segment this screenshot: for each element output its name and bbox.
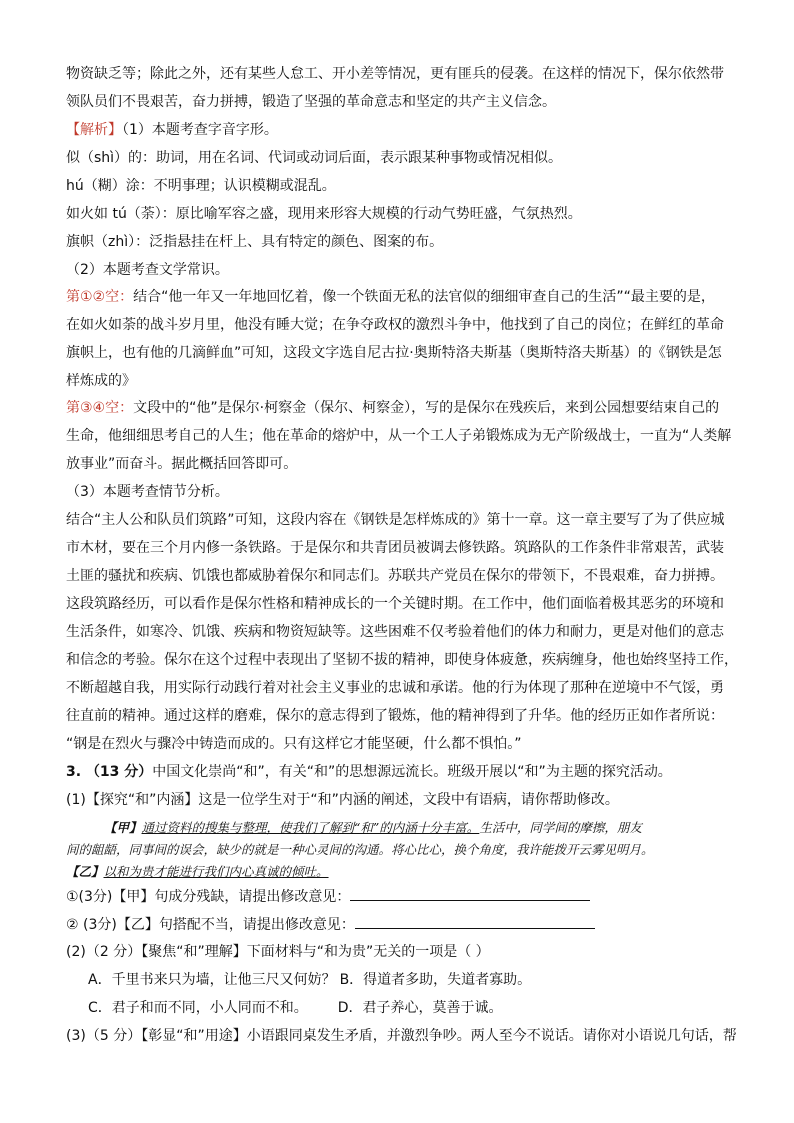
text-line: 物资缺乏等；除此之外，还有某些人怠工、开小差等情况，更有匪兵的侵袭。在这样的情况下，保尔依然带 — [66, 66, 724, 82]
text-line: 似（shì）的：助词，用在名词、代词或动词后面，表示跟某种事物或情况相似。 — [66, 150, 563, 166]
text-line: （3）本题考查情节分析。 — [66, 484, 229, 500]
question-3-1: (1)【探究“和”内涵】这是一位学生对于“和”内涵的阐述，文段中有语病，请你帮助修改。 — [66, 792, 619, 808]
underlined-sentence: 通过资料的搜集与整理，使我们了解到“和”的内涵十分丰富。 — [141, 820, 480, 835]
underlined-sentence: 以和为贵才能进行我们内心真诚的倾吐。 — [103, 864, 329, 879]
text-line: 这段筑路经历，可以看作是保尔性格和精神成长的一个关键时期。在工作中，他们面临着极其恶劣的环境和 — [66, 596, 724, 612]
options-row-1 — [88, 970, 531, 990]
quote-text: 生活中，同学间的摩擦，朋友 — [479, 820, 642, 835]
text-line: 生命，他细细思考自己的人生；他在革命的熔炉中，从一个工人子弟锻炼成为无产阶级战士，一直为“人类解 — [66, 428, 732, 444]
text-line: 旗帜（zhì）：泛指悬挂在杆上、具有特定的颜色、图案的布。 — [66, 234, 444, 250]
text-line: 和信念的考验。保尔在这个过程中表现出了坚韧不拔的精神，即使身体疲惫，疾病缠身，他也始终坚持工作， — [66, 652, 738, 668]
question-3-3: (3)（5 分）【彰显“和”用途】小语跟同桌发生矛盾，并激烈争吵。两人至今不说话。请你对小语说几句话，帮 — [66, 1028, 737, 1044]
text-line: hú（糊）涂：不明事理；认识模糊或混乱。 — [66, 178, 336, 194]
text-line: 文段中的“他”是保尔·柯察金（保尔、柯察金），写的是保尔在残疾后，来到公园想要结束自己的 — [133, 400, 720, 416]
options-row-2 — [88, 998, 503, 1018]
analysis-tag: 【解析】 — [66, 122, 122, 138]
sub-question-1 — [66, 886, 590, 907]
answer-blank-2[interactable] — [355, 914, 595, 929]
text-line: （2）本题考查文学常识。 — [66, 262, 229, 278]
question-3-title — [66, 762, 672, 782]
question-3-2: (2)（2 分）【聚焦“和”理解】下面材料与“和为贵”无关的一项是（ ） — [66, 944, 490, 960]
blank-12-paragraph — [66, 287, 715, 307]
question-number: 3. （13 分） — [66, 764, 153, 780]
text-line: 生活条件，如寒冷、饥饿、疾病和物资短缺等。这些困难不仅考验着他们的体力和耐力，更是对他们的意志 — [66, 624, 724, 640]
blank-34-tag: 第③④空： — [66, 400, 134, 416]
text-line: 往直前的精神。通过这样的磨难，保尔的意志得到了锻炼，他的精神得到了升华。他的经历正如作者所说： — [66, 708, 724, 724]
sub-question-text: ② (3分)【乙】句搭配不当，请提出修改意见： — [66, 917, 355, 933]
quote-line — [66, 862, 329, 882]
option-c[interactable]: C．君子和而不同，小人同而不和。 — [88, 1000, 308, 1016]
text-line: 结合“主人公和队员们筑路”可知，这段内容在《钢铁是怎样炼成的》第十一章。这一章主要写了为了供应城 — [66, 512, 725, 528]
text-line: （1）本题考查字音字形。 — [122, 122, 278, 138]
text-line: 样炼成的》 — [66, 373, 136, 389]
text-line: 放事业”而奋斗。据此概括回答即可。 — [66, 456, 298, 472]
analysis-header — [66, 120, 278, 140]
quote-line: 间的龃龉，同事间的误会，缺少的就是一种心灵间的沟通。将心比心，换个角度，我许能拨开云雾见明月。 — [66, 842, 654, 857]
quote-line — [104, 818, 642, 838]
text-line: 不断超越自我，用实际行动践行着对社会主义事业的忠诚和承诺。他的行为体现了那种在逆境中不气馁，勇 — [66, 680, 724, 696]
quote-tag: 【乙】 — [66, 864, 104, 879]
text-line: 土匪的骚扰和疾病、饥饿也都威胁着保尔和同志们。苏联共产党员在保尔的带领下，不畏艰难，奋力拼搏。 — [66, 568, 724, 584]
text-line: 中国文化崇尚“和”，有关“和”的思想源远流长。班级开展以“和”为主题的探究活动。 — [152, 764, 672, 780]
option-b[interactable]: B．得道者多助，失道者寡助。 — [339, 972, 532, 988]
answer-blank-1[interactable] — [350, 886, 590, 901]
sub-question-text: ①(3分)【甲】句成分残缺，请提出修改意见： — [66, 889, 351, 905]
text-line: “钢是在烈火与骤冷中铸造而成的。只有这样它才能坚硬，什么都不惧怕。” — [66, 736, 522, 752]
quote-tag: 【甲】 — [104, 820, 142, 835]
text-line: 旗帜上，也有他的几滴鲜血”可知，这段文字选自尼古拉·奥斯特洛夫斯基（奥斯特洛夫斯基）的《钢铁是怎 — [66, 345, 722, 361]
text-line: 市木材，要在三个月内修一条铁路。于是保尔和共青团员被调去修铁路。筑路队的工作条件非常艰苦，武装 — [66, 540, 724, 556]
option-a[interactable]: A．千里书来只为墙，让他三尺又何妨？ — [88, 972, 336, 988]
text-line: 领队员们不畏艰苦，奋力拼搏，锻造了坚强的革命意志和坚定的共产主义信念。 — [66, 94, 556, 110]
text-line: 结合“他一年又一年地回忆着，像一个铁面无私的法官似的细细审查自己的生活”“最主要的是， — [133, 289, 715, 305]
text-line: 如火如 tú（荼）：原比喻军容之盛，现用来形容大规模的行动气势旺盛，气氛热烈。 — [66, 206, 582, 222]
blank-12-tag: 第①②空： — [66, 289, 134, 305]
sub-question-2 — [66, 914, 595, 935]
blank-34-paragraph — [66, 398, 719, 418]
option-d[interactable]: D．君子养心，莫善于诚。 — [337, 1000, 503, 1016]
text-line: 在如火如荼的战斗岁月里，他没有睡大觉；在争夺政权的激烈斗争中，他找到了自己的岗位；在鲜红的革命 — [66, 317, 724, 333]
